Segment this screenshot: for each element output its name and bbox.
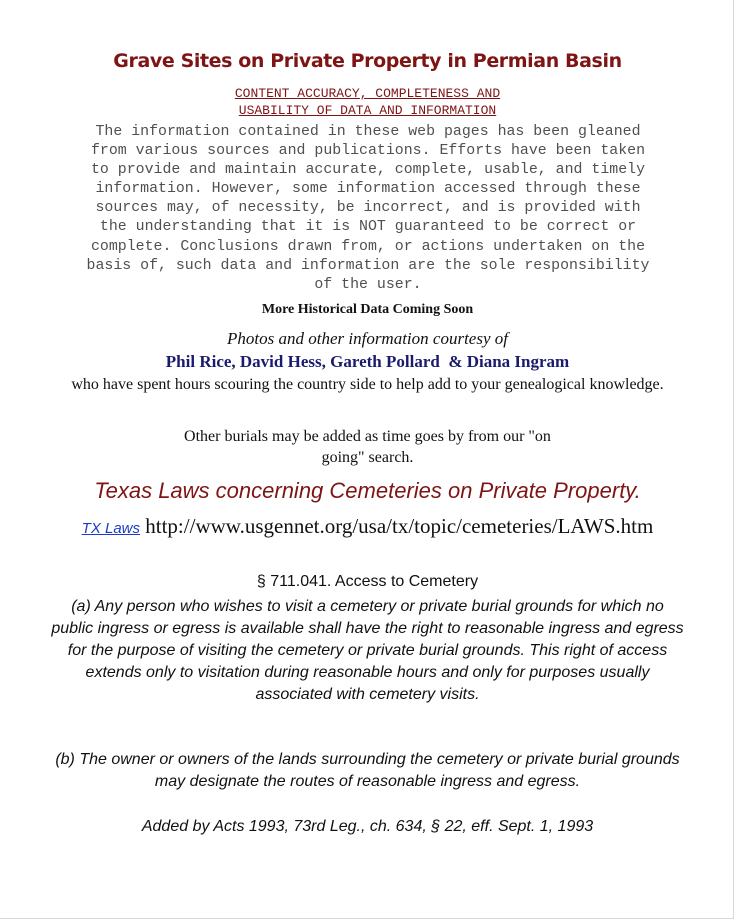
law-paragraph-a: (a) Any person who wishes to visit a cemetery or private burial grounds for which no public ingress or egress is available shall have the right to reasonable ingress and egress for the purpose of visiting the cemetery or private burial grounds. This right of access extends only to visitation during reasonable hours and only for purposes usually associated with cemetery visits. [51, 598, 684, 703]
contributor-description: who have spent hours scouring the country side to help add to your genealogical knowledge. [71, 376, 664, 393]
page-title: Grave Sites on Private Property in Permian Basin [113, 50, 622, 72]
disclaimer-heading-line-2: USABILITY OF DATA AND INFORMATION [238, 103, 497, 118]
laws-url: http://www.usgennet.org/usa/tx/topic/cemeteries/LAWS.htm [145, 514, 654, 538]
disclaimer-body: The information contained in these web pages has been gleaned from various sources and publications. Efforts have been taken to provide and maintain accurate, complete, usable, and timely information. However, some information accessed through these sources may, of necessity, be incorrect, and is provided with the understanding that it is NOT guaranteed to be correct or complete. Conclusions drawn from, or actions undertaken on the basis of, such data and information are the sole responsibility of the user. [86, 124, 650, 293]
coming-soon-notice: More Historical Data Coming Soon [261, 302, 474, 317]
section-title: § 711.041. Access to Cemetery [256, 573, 479, 590]
courtesy-intro: Photos and other information courtesy of [227, 329, 508, 348]
other-burials-note: Other burials may be added as time goes by from our "on going" search. [184, 428, 551, 466]
contributor-names: Phil Rice, David Hess, Gareth Pollard & Diana Ingram [165, 352, 570, 371]
laws-link-line [80, 513, 655, 542]
disclaimer-heading-line-1: CONTENT ACCURACY, COMPLETENESS AND [234, 86, 501, 101]
law-paragraph-b: (b) The owner or owners of the lands surrounding the cemetery or private burial grounds may designate the routes of reasonable ingress and egress. [55, 751, 680, 790]
tx-laws-link[interactable]: TX Laws [81, 520, 141, 537]
texas-laws-heading: Texas Laws concerning Cemeteries on Private Property. [94, 478, 641, 503]
added-by-citation: Added by Acts 1993, 73rd Leg., ch. 634, § 22, eff. Sept. 1, 1993 [141, 818, 594, 835]
